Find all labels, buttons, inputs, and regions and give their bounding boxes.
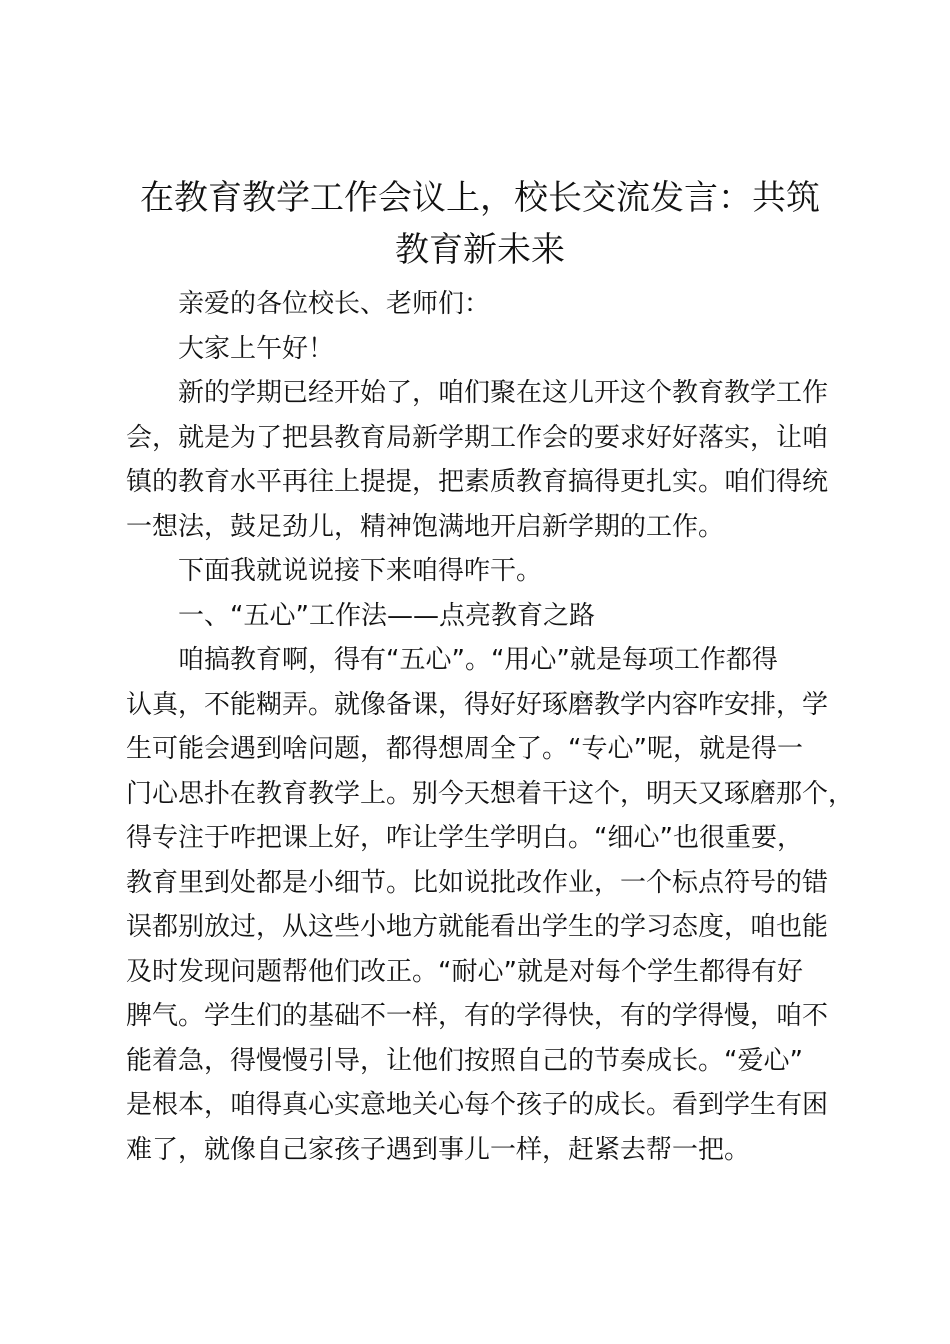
section-line: 认真，不能糊弄。就像备课，得好好琢磨教学内容咋安排，学 [126, 689, 829, 720]
section-line: 生可能会遇到啥问题，都得想周全了。“专心”呢，就是得一 [126, 734, 803, 764]
section-line: 及时发现问题帮他们改正。“耐心”就是对每个学生都得有好 [126, 956, 803, 987]
section-heading: 一、“五心”工作法——点亮教育之路 [178, 600, 595, 631]
greeting: 大家上午好！ [178, 333, 335, 364]
intro-line: 会，就是为了把县教育局新学期工作会的要求好好落实，让咱 [126, 422, 829, 453]
intro-paragraph [126, 371, 861, 549]
salutation: 亲爱的各位校长、老师们： [178, 289, 491, 319]
section-line: 难了，就像自己家孩子遇到事儿一样，赶紧去帮一把。 [126, 1134, 751, 1165]
section-line: 能着急，得慢慢引导，让他们按照自己的节奏成长。“爱心” [126, 1045, 803, 1076]
intro-line: 新的学期已经开始了，咱们聚在这儿开这个教育教学工作 [178, 378, 829, 408]
intro-line: 镇的教育水平再往上提提，把素质教育搞得更扎实。咱们得统 [126, 467, 829, 497]
section-line: 得专注于咋把课上好，咋让学生学明白。“细心”也很重要， [126, 823, 803, 853]
title-line-1: 在教育教学工作会议上，校长交流发言：共筑 [140, 178, 820, 218]
intro-line: 一想法，鼓足劲儿，精神饱满地开启新学期的工作。 [126, 511, 725, 542]
section-line: 门心思扑在教育教学上。别今天想着干这个，明天又琢磨那个， [126, 778, 855, 809]
section-line: 误都别放过，从这些小地方就能看出学生的学习态度，咱也能 [126, 912, 829, 942]
document-body [126, 282, 861, 1172]
transition-paragraph: 下面我就说说接下来咱得咋干。 [178, 556, 543, 586]
section-line: 咱搞教育啊，得有“五心”。“用心”就是每项工作都得 [178, 645, 778, 675]
title-line-2: 教育新未来 [395, 230, 565, 270]
section-line: 是根本，咱得真心实意地关心每个孩子的成长。看到学生有困 [126, 1090, 829, 1120]
section-line: 教育里到处都是小细节。比如说批改作业，一个标点符号的错 [126, 867, 829, 898]
document-title [100, 172, 860, 276]
section-line: 脾气。学生们的基础不一样，有的学得快，有的学得慢，咱不 [126, 1001, 829, 1031]
section-paragraph [126, 638, 861, 1172]
